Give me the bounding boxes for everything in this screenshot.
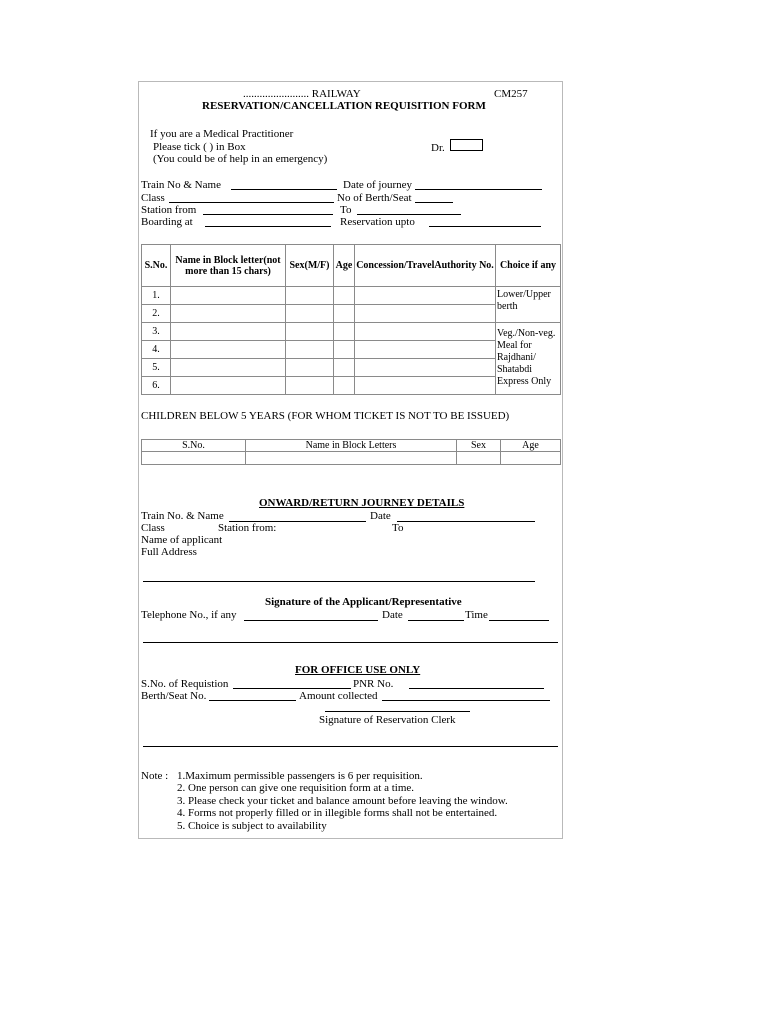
- divider: [143, 746, 558, 747]
- children-header-sno: S.No.: [142, 440, 246, 452]
- office-title: FOR OFFICE USE ONLY: [295, 664, 421, 676]
- no-of-berth-label: No of Berth/Seat: [337, 192, 412, 204]
- name-cell[interactable]: [171, 305, 286, 323]
- applicant-name-label: Name of applicant: [141, 534, 223, 546]
- divider: [143, 642, 558, 643]
- sex-cell[interactable]: [286, 359, 334, 377]
- signature-date-field[interactable]: [408, 620, 464, 621]
- no-of-berth-field[interactable]: [415, 202, 453, 203]
- station-from-label: Station from: [141, 204, 197, 216]
- sno-requisition-label: S.No. of Requistion: [141, 678, 229, 690]
- children-header-age: Age: [501, 440, 561, 452]
- pnr-field[interactable]: [409, 688, 544, 689]
- concession-cell[interactable]: [355, 377, 496, 395]
- age-cell[interactable]: [334, 305, 355, 323]
- boarding-at-label: Boarding at: [141, 216, 193, 228]
- boarding-at-field[interactable]: [205, 226, 331, 227]
- time-field[interactable]: [489, 620, 549, 621]
- row-number: 4.: [142, 341, 171, 359]
- children-table: [141, 439, 561, 465]
- sex-cell[interactable]: [286, 323, 334, 341]
- header-concession: Concession/TravelAuthority No.: [355, 245, 496, 287]
- clerk-signature-label: Signature of Reservation Clerk: [319, 714, 456, 726]
- age-cell[interactable]: [334, 287, 355, 305]
- pnr-label: PNR No.: [353, 678, 394, 690]
- time-label: Time: [465, 609, 488, 621]
- amount-collected-label: Amount collected: [299, 690, 378, 702]
- header-name: Name in Block letter(not more than 15 chars): [171, 245, 286, 287]
- telephone-label: Telephone No., if any: [141, 609, 237, 621]
- onward-title: ONWARD/RETURN JOURNEY DETAILS: [259, 497, 465, 509]
- row-number: 6.: [142, 377, 171, 395]
- berth-seat-field[interactable]: [209, 700, 296, 701]
- medical-line-1: If you are a Medical Practitioner: [150, 128, 294, 140]
- clerk-signature-field[interactable]: [325, 711, 470, 712]
- children-header-name: Name in Block Letters: [246, 440, 457, 452]
- onward-station-from-label: Station from:: [218, 522, 277, 534]
- row-number: 2.: [142, 305, 171, 323]
- age-cell[interactable]: [334, 341, 355, 359]
- row-number: 1.: [142, 287, 171, 305]
- children-header-sex: Sex: [457, 440, 501, 452]
- date-of-journey-field[interactable]: [415, 189, 542, 190]
- date-of-journey-label: Date of journey: [343, 179, 413, 191]
- name-cell[interactable]: [171, 341, 286, 359]
- reservation-upto-label: Reservation upto: [340, 216, 415, 228]
- name-cell[interactable]: [171, 323, 286, 341]
- meal-choice-cell[interactable]: [496, 323, 561, 395]
- name-cell[interactable]: [171, 377, 286, 395]
- row-number: 3.: [142, 323, 171, 341]
- concession-cell[interactable]: [355, 341, 496, 359]
- railway-label: ........................ RAILWAY: [243, 88, 361, 100]
- form-code: CM257: [494, 88, 528, 100]
- age-cell[interactable]: [334, 359, 355, 377]
- train-no-name-field[interactable]: [231, 189, 337, 190]
- table-row: [142, 323, 561, 341]
- dr-label: Dr.: [431, 142, 445, 154]
- concession-cell[interactable]: [355, 323, 496, 341]
- sex-cell[interactable]: [286, 341, 334, 359]
- name-cell[interactable]: [171, 359, 286, 377]
- station-from-field[interactable]: [203, 214, 333, 215]
- dr-tick-box[interactable]: [450, 139, 483, 151]
- note-item: 3. Please check your ticket and balance amount before leaving the window.: [177, 795, 508, 807]
- full-address-label: Full Address: [141, 546, 197, 558]
- header-choice: Choice if any: [496, 245, 561, 287]
- passenger-table: [141, 244, 561, 395]
- telephone-field[interactable]: [244, 620, 378, 621]
- row-number: 5.: [142, 359, 171, 377]
- header-sex: Sex(M/F): [286, 245, 334, 287]
- onward-date-field[interactable]: [397, 521, 535, 522]
- note-item: 2. One person can give one requisition form at a time.: [177, 782, 415, 794]
- children-sex-cell[interactable]: [457, 452, 501, 465]
- children-name-cell[interactable]: [246, 452, 457, 465]
- class-label: Class: [141, 192, 165, 204]
- reservation-upto-field[interactable]: [429, 226, 541, 227]
- sex-cell[interactable]: [286, 287, 334, 305]
- berth-choice-text: Lower/Upper berth: [497, 289, 551, 312]
- onward-class-label: Class: [141, 522, 165, 534]
- berth-seat-label: Berth/Seat No.: [141, 690, 207, 702]
- requisition-form: [138, 81, 563, 839]
- address-field[interactable]: [143, 581, 535, 582]
- onward-to-label: To: [392, 522, 404, 534]
- onward-date-label: Date: [370, 510, 391, 522]
- sno-requisition-field[interactable]: [233, 688, 351, 689]
- signature-date-label: Date: [382, 609, 403, 621]
- concession-cell[interactable]: [355, 305, 496, 323]
- sex-cell[interactable]: [286, 377, 334, 395]
- berth-choice-cell[interactable]: [496, 287, 561, 323]
- form-title: RESERVATION/CANCELLATION REQUISITION FORM: [202, 100, 486, 112]
- header-age: Age: [334, 245, 355, 287]
- note-item: 4. Forms not properly filled or in illegible forms shall not be entertained.: [177, 807, 498, 819]
- children-title: CHILDREN BELOW 5 YEARS (FOR WHOM TICKET IS NOT TO BE ISSUED): [141, 410, 510, 422]
- children-age-cell[interactable]: [501, 452, 561, 465]
- sex-cell[interactable]: [286, 305, 334, 323]
- signature-title: Signature of the Applicant/Representative: [265, 596, 462, 608]
- class-field[interactable]: [169, 202, 334, 203]
- concession-cell[interactable]: [355, 287, 496, 305]
- medical-line-2: Please tick ( ) in Box: [153, 141, 246, 153]
- concession-cell[interactable]: [355, 359, 496, 377]
- meal-choice-text: Veg./Non-veg. Meal for Rajdhani/ Shatabdi Express Only: [497, 328, 556, 387]
- table-row: [142, 452, 561, 465]
- children-sno-cell[interactable]: [142, 452, 246, 465]
- onward-train-label: Train No. & Name: [141, 510, 224, 522]
- to-label: To: [340, 204, 352, 216]
- train-no-name-label: Train No & Name: [141, 179, 221, 191]
- note-prefix: Note :: [141, 770, 169, 782]
- header-sno: S.No.: [142, 245, 171, 287]
- age-cell[interactable]: [334, 377, 355, 395]
- note-item: 5. Choice is subject to availability: [177, 820, 327, 832]
- note-item: 1.Maximum permissible passengers is 6 per requisition.: [177, 770, 423, 782]
- to-field[interactable]: [357, 214, 461, 215]
- medical-line-3: (You could be of help in an emergency): [153, 153, 328, 165]
- age-cell[interactable]: [334, 323, 355, 341]
- table-row: [142, 287, 561, 305]
- amount-collected-field[interactable]: [382, 700, 550, 701]
- name-cell[interactable]: [171, 287, 286, 305]
